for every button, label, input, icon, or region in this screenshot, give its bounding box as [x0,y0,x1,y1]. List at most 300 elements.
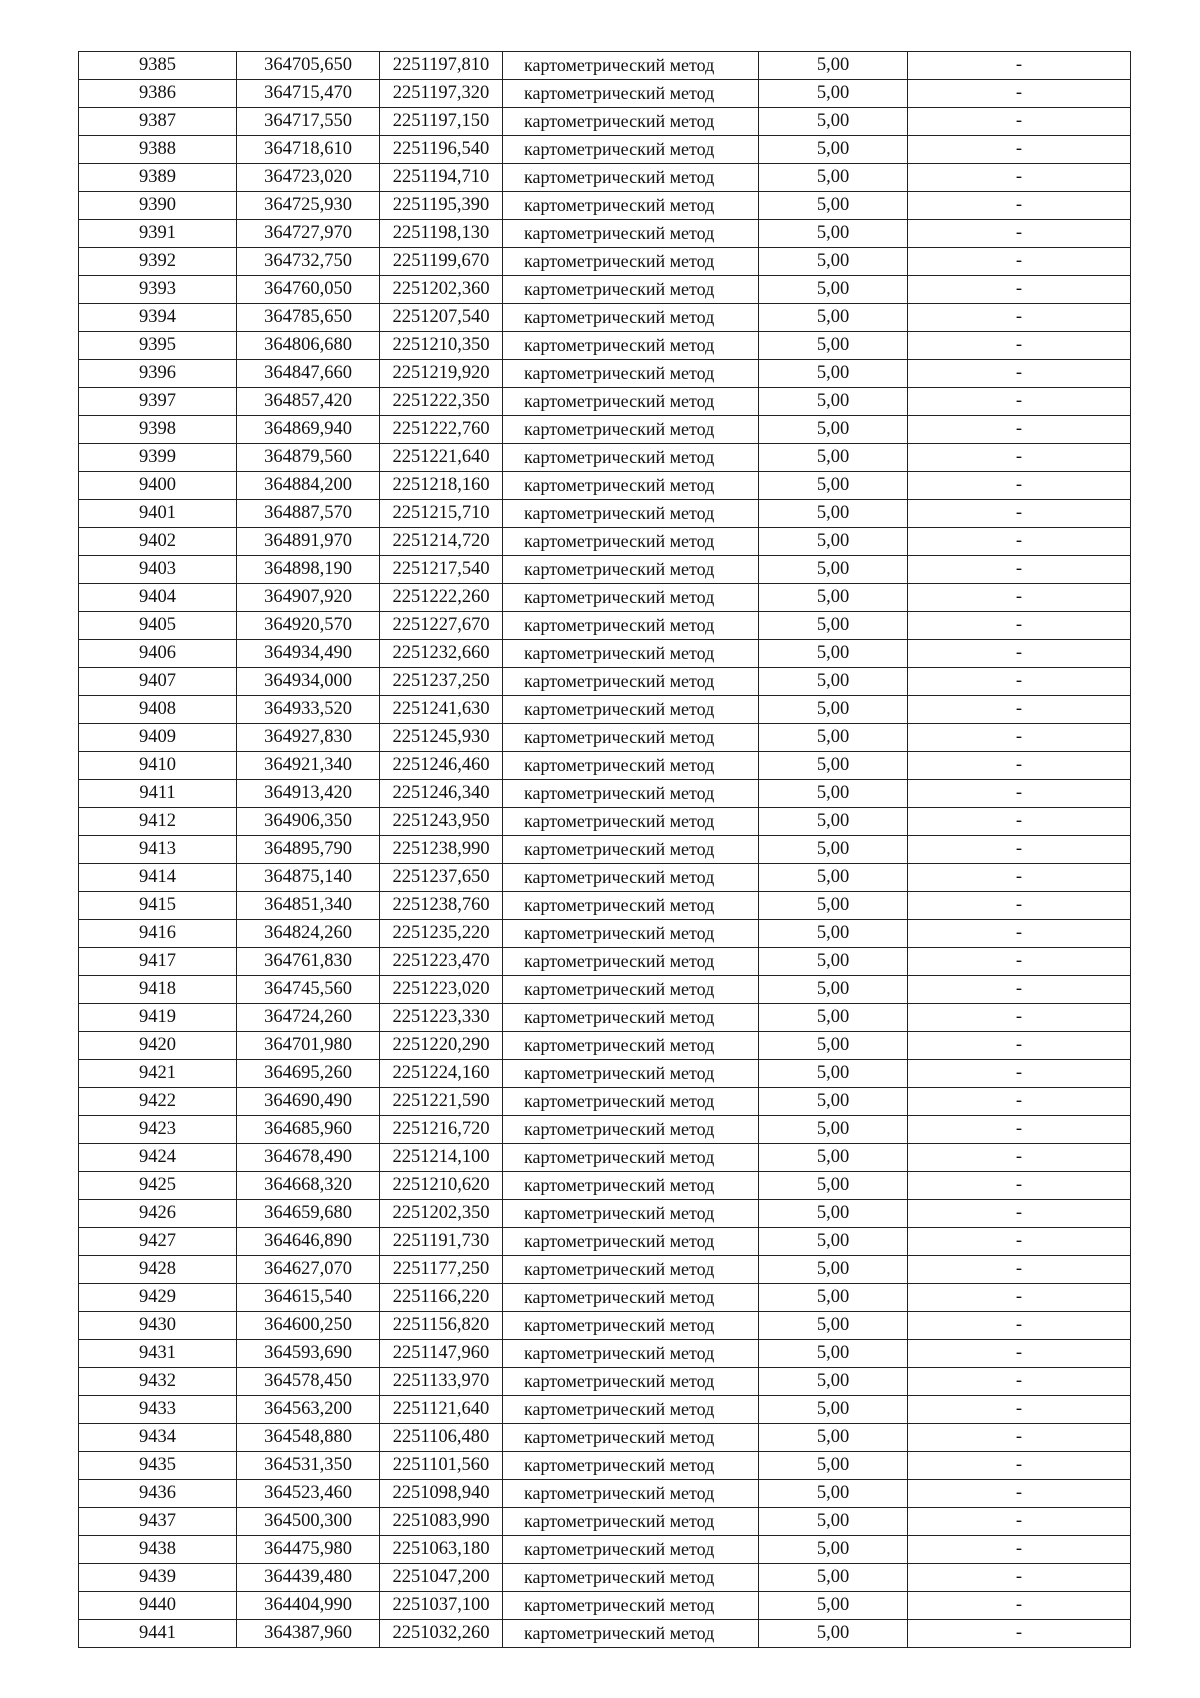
y-coordinate-cell: 2251232,660 [380,640,503,668]
x-coordinate-cell: 364387,960 [237,1620,380,1648]
table-row [79,612,1131,640]
accuracy-cell: 5,00 [759,724,908,752]
accuracy-cell: 5,00 [759,836,908,864]
method-cell: картометрический метод [503,864,759,892]
accuracy-cell: 5,00 [759,276,908,304]
accuracy-cell: 5,00 [759,1536,908,1564]
method-cell: картометрический метод [503,808,759,836]
accuracy-cell: 5,00 [759,1564,908,1592]
y-coordinate-cell: 2251191,730 [380,1228,503,1256]
note-cell: - [908,52,1131,80]
table-row [79,724,1131,752]
y-coordinate-cell: 2251177,250 [380,1256,503,1284]
table-row [79,360,1131,388]
note-cell: - [908,164,1131,192]
note-cell: - [908,1536,1131,1564]
method-cell: картометрический метод [503,1256,759,1284]
x-coordinate-cell: 364475,980 [237,1536,380,1564]
y-coordinate-cell: 2251246,340 [380,780,503,808]
table-row [79,416,1131,444]
note-cell: - [908,752,1131,780]
x-coordinate-cell: 364913,420 [237,780,380,808]
table-row [79,1424,1131,1452]
method-cell: картометрический метод [503,248,759,276]
x-coordinate-cell: 364933,520 [237,696,380,724]
x-coordinate-cell: 364725,930 [237,192,380,220]
note-cell: - [908,1452,1131,1480]
method-cell: картометрический метод [503,1228,759,1256]
x-coordinate-cell: 364724,260 [237,1004,380,1032]
point-number-cell: 9433 [79,1396,237,1424]
accuracy-cell: 5,00 [759,920,908,948]
method-cell: картометрический метод [503,976,759,1004]
table-row [79,52,1131,80]
note-cell: - [908,1284,1131,1312]
x-coordinate-cell: 364895,790 [237,836,380,864]
y-coordinate-cell: 2251032,260 [380,1620,503,1648]
note-cell: - [908,640,1131,668]
method-cell: картометрический метод [503,696,759,724]
accuracy-cell: 5,00 [759,640,908,668]
x-coordinate-cell: 364934,000 [237,668,380,696]
point-number-cell: 9417 [79,948,237,976]
y-coordinate-cell: 2251202,350 [380,1200,503,1228]
point-number-cell: 9397 [79,388,237,416]
note-cell: - [908,1060,1131,1088]
method-cell: картометрический метод [503,164,759,192]
table-row [79,1620,1131,1648]
y-coordinate-cell: 2251214,100 [380,1144,503,1172]
table-row [79,80,1131,108]
table-row [79,1312,1131,1340]
method-cell: картометрический метод [503,192,759,220]
accuracy-cell: 5,00 [759,472,908,500]
x-coordinate-cell: 364690,490 [237,1088,380,1116]
x-coordinate-cell: 364717,550 [237,108,380,136]
accuracy-cell: 5,00 [759,584,908,612]
x-coordinate-cell: 364907,920 [237,584,380,612]
x-coordinate-cell: 364898,190 [237,556,380,584]
accuracy-cell: 5,00 [759,1592,908,1620]
method-cell: картометрический метод [503,1088,759,1116]
method-cell: картометрический метод [503,472,759,500]
note-cell: - [908,332,1131,360]
accuracy-cell: 5,00 [759,500,908,528]
y-coordinate-cell: 2251083,990 [380,1508,503,1536]
x-coordinate-cell: 364761,830 [237,948,380,976]
x-coordinate-cell: 364705,650 [237,52,380,80]
note-cell: - [908,192,1131,220]
table-row [79,1592,1131,1620]
accuracy-cell: 5,00 [759,1144,908,1172]
accuracy-cell: 5,00 [759,1480,908,1508]
table-row [79,1452,1131,1480]
note-cell: - [908,556,1131,584]
table-row [79,864,1131,892]
note-cell: - [908,388,1131,416]
note-cell: - [908,1480,1131,1508]
point-number-cell: 9424 [79,1144,237,1172]
note-cell: - [908,1088,1131,1116]
y-coordinate-cell: 2251047,200 [380,1564,503,1592]
method-cell: картометрический метод [503,220,759,248]
x-coordinate-cell: 364678,490 [237,1144,380,1172]
point-number-cell: 9390 [79,192,237,220]
method-cell: картометрический метод [503,136,759,164]
y-coordinate-cell: 2251238,990 [380,836,503,864]
note-cell: - [908,248,1131,276]
table-row [79,528,1131,556]
accuracy-cell: 5,00 [759,80,908,108]
note-cell: - [908,920,1131,948]
method-cell: картометрический метод [503,1144,759,1172]
point-number-cell: 9440 [79,1592,237,1620]
y-coordinate-cell: 2251210,620 [380,1172,503,1200]
x-coordinate-cell: 364760,050 [237,276,380,304]
table-row [79,1480,1131,1508]
accuracy-cell: 5,00 [759,1424,908,1452]
point-number-cell: 9421 [79,1060,237,1088]
note-cell: - [908,724,1131,752]
table-row [79,304,1131,332]
note-cell: - [908,836,1131,864]
point-number-cell: 9441 [79,1620,237,1648]
y-coordinate-cell: 2251220,290 [380,1032,503,1060]
x-coordinate-cell: 364718,610 [237,136,380,164]
y-coordinate-cell: 2251207,540 [380,304,503,332]
table-row [79,948,1131,976]
method-cell: картометрический метод [503,1592,759,1620]
x-coordinate-cell: 364727,970 [237,220,380,248]
note-cell: - [908,220,1131,248]
x-coordinate-cell: 364600,250 [237,1312,380,1340]
table-row [79,1200,1131,1228]
point-number-cell: 9402 [79,528,237,556]
table-row [79,276,1131,304]
x-coordinate-cell: 364732,750 [237,248,380,276]
point-number-cell: 9403 [79,556,237,584]
accuracy-cell: 5,00 [759,1620,908,1648]
coordinates-table [78,51,1131,1648]
note-cell: - [908,1144,1131,1172]
point-number-cell: 9385 [79,52,237,80]
accuracy-cell: 5,00 [759,612,908,640]
table-row [79,1116,1131,1144]
note-cell: - [908,1172,1131,1200]
method-cell: картометрический метод [503,948,759,976]
accuracy-cell: 5,00 [759,444,908,472]
x-coordinate-cell: 364875,140 [237,864,380,892]
point-number-cell: 9388 [79,136,237,164]
table-row [79,220,1131,248]
table-row [79,976,1131,1004]
x-coordinate-cell: 364851,340 [237,892,380,920]
method-cell: картометрический метод [503,1508,759,1536]
table-row [79,920,1131,948]
table-row [79,1172,1131,1200]
x-coordinate-cell: 364921,340 [237,752,380,780]
y-coordinate-cell: 2251243,950 [380,808,503,836]
point-number-cell: 9394 [79,304,237,332]
table-row [79,1228,1131,1256]
note-cell: - [908,1256,1131,1284]
point-number-cell: 9436 [79,1480,237,1508]
table-row [79,1088,1131,1116]
note-cell: - [908,808,1131,836]
note-cell: - [908,780,1131,808]
point-number-cell: 9392 [79,248,237,276]
table-row [79,640,1131,668]
point-number-cell: 9411 [79,780,237,808]
method-cell: картометрический метод [503,752,759,780]
method-cell: картометрический метод [503,836,759,864]
accuracy-cell: 5,00 [759,192,908,220]
accuracy-cell: 5,00 [759,976,908,1004]
method-cell: картометрический метод [503,1200,759,1228]
accuracy-cell: 5,00 [759,780,908,808]
accuracy-cell: 5,00 [759,696,908,724]
point-number-cell: 9387 [79,108,237,136]
x-coordinate-cell: 364563,200 [237,1396,380,1424]
accuracy-cell: 5,00 [759,220,908,248]
note-cell: - [908,696,1131,724]
method-cell: картометрический метод [503,108,759,136]
point-number-cell: 9393 [79,276,237,304]
y-coordinate-cell: 2251156,820 [380,1312,503,1340]
y-coordinate-cell: 2251223,020 [380,976,503,1004]
accuracy-cell: 5,00 [759,1368,908,1396]
accuracy-cell: 5,00 [759,808,908,836]
y-coordinate-cell: 2251237,650 [380,864,503,892]
note-cell: - [908,1592,1131,1620]
table-row [79,752,1131,780]
point-number-cell: 9420 [79,1032,237,1060]
x-coordinate-cell: 364879,560 [237,444,380,472]
y-coordinate-cell: 2251199,670 [380,248,503,276]
x-coordinate-cell: 364847,660 [237,360,380,388]
note-cell: - [908,612,1131,640]
note-cell: - [908,416,1131,444]
table-row [79,192,1131,220]
table-row [79,1396,1131,1424]
method-cell: картометрический метод [503,500,759,528]
method-cell: картометрический метод [503,1564,759,1592]
accuracy-cell: 5,00 [759,1200,908,1228]
accuracy-cell: 5,00 [759,1312,908,1340]
x-coordinate-cell: 364824,260 [237,920,380,948]
note-cell: - [908,136,1131,164]
point-number-cell: 9413 [79,836,237,864]
point-number-cell: 9410 [79,752,237,780]
point-number-cell: 9434 [79,1424,237,1452]
table-row [79,1284,1131,1312]
accuracy-cell: 5,00 [759,1060,908,1088]
accuracy-cell: 5,00 [759,1032,908,1060]
y-coordinate-cell: 2251037,100 [380,1592,503,1620]
note-cell: - [908,472,1131,500]
accuracy-cell: 5,00 [759,1172,908,1200]
point-number-cell: 9408 [79,696,237,724]
y-coordinate-cell: 2251197,320 [380,80,503,108]
y-coordinate-cell: 2251223,330 [380,1004,503,1032]
point-number-cell: 9435 [79,1452,237,1480]
method-cell: картометрический метод [503,1368,759,1396]
y-coordinate-cell: 2251227,670 [380,612,503,640]
point-number-cell: 9398 [79,416,237,444]
x-coordinate-cell: 364548,880 [237,1424,380,1452]
accuracy-cell: 5,00 [759,304,908,332]
method-cell: картометрический метод [503,1116,759,1144]
y-coordinate-cell: 2251216,720 [380,1116,503,1144]
method-cell: картометрический метод [503,1284,759,1312]
table-row [79,1060,1131,1088]
note-cell: - [908,108,1131,136]
point-number-cell: 9432 [79,1368,237,1396]
table-row [79,248,1131,276]
point-number-cell: 9399 [79,444,237,472]
table-row [79,1536,1131,1564]
point-number-cell: 9423 [79,1116,237,1144]
accuracy-cell: 5,00 [759,1340,908,1368]
point-number-cell: 9415 [79,892,237,920]
method-cell: картометрический метод [503,668,759,696]
note-cell: - [908,1312,1131,1340]
x-coordinate-cell: 364685,960 [237,1116,380,1144]
point-number-cell: 9396 [79,360,237,388]
method-cell: картометрический метод [503,612,759,640]
accuracy-cell: 5,00 [759,1396,908,1424]
point-number-cell: 9416 [79,920,237,948]
method-cell: картометрический метод [503,1424,759,1452]
y-coordinate-cell: 2251133,970 [380,1368,503,1396]
x-coordinate-cell: 364615,540 [237,1284,380,1312]
accuracy-cell: 5,00 [759,1088,908,1116]
method-cell: картометрический метод [503,332,759,360]
accuracy-cell: 5,00 [759,416,908,444]
point-number-cell: 9386 [79,80,237,108]
y-coordinate-cell: 2251222,760 [380,416,503,444]
table-row [79,164,1131,192]
x-coordinate-cell: 364920,570 [237,612,380,640]
method-cell: картометрический метод [503,1452,759,1480]
point-number-cell: 9406 [79,640,237,668]
note-cell: - [908,444,1131,472]
x-coordinate-cell: 364785,650 [237,304,380,332]
x-coordinate-cell: 364646,890 [237,1228,380,1256]
point-number-cell: 9401 [79,500,237,528]
method-cell: картометрический метод [503,1060,759,1088]
method-cell: картометрический метод [503,444,759,472]
table-row [79,1564,1131,1592]
method-cell: картометрический метод [503,724,759,752]
point-number-cell: 9405 [79,612,237,640]
table-row [79,1144,1131,1172]
point-number-cell: 9429 [79,1284,237,1312]
y-coordinate-cell: 2251197,150 [380,108,503,136]
accuracy-cell: 5,00 [759,864,908,892]
coordinates-table-body [79,52,1131,1648]
table-row [79,136,1131,164]
note-cell: - [908,276,1131,304]
table-row [79,584,1131,612]
note-cell: - [908,1004,1131,1032]
x-coordinate-cell: 364927,830 [237,724,380,752]
table-row [79,1256,1131,1284]
method-cell: картометрический метод [503,584,759,612]
y-coordinate-cell: 2251221,640 [380,444,503,472]
y-coordinate-cell: 2251223,470 [380,948,503,976]
note-cell: - [908,1396,1131,1424]
table-row [79,444,1131,472]
point-number-cell: 9428 [79,1256,237,1284]
accuracy-cell: 5,00 [759,136,908,164]
accuracy-cell: 5,00 [759,1508,908,1536]
table-row [79,332,1131,360]
table-row [79,1340,1131,1368]
note-cell: - [908,304,1131,332]
note-cell: - [908,1620,1131,1648]
accuracy-cell: 5,00 [759,1256,908,1284]
method-cell: картометрический метод [503,1620,759,1648]
note-cell: - [908,528,1131,556]
y-coordinate-cell: 2251195,390 [380,192,503,220]
note-cell: - [908,500,1131,528]
table-row [79,1032,1131,1060]
accuracy-cell: 5,00 [759,668,908,696]
table-row [79,1004,1131,1032]
method-cell: картометрический метод [503,304,759,332]
accuracy-cell: 5,00 [759,52,908,80]
y-coordinate-cell: 2251245,930 [380,724,503,752]
point-number-cell: 9419 [79,1004,237,1032]
x-coordinate-cell: 364715,470 [237,80,380,108]
method-cell: картометрический метод [503,1032,759,1060]
point-number-cell: 9400 [79,472,237,500]
accuracy-cell: 5,00 [759,332,908,360]
accuracy-cell: 5,00 [759,892,908,920]
x-coordinate-cell: 364668,320 [237,1172,380,1200]
table-row [79,500,1131,528]
table-row [79,696,1131,724]
y-coordinate-cell: 2251222,260 [380,584,503,612]
y-coordinate-cell: 2251235,220 [380,920,503,948]
y-coordinate-cell: 2251237,250 [380,668,503,696]
y-coordinate-cell: 2251215,710 [380,500,503,528]
point-number-cell: 9418 [79,976,237,1004]
method-cell: картометрический метод [503,1396,759,1424]
y-coordinate-cell: 2251197,810 [380,52,503,80]
x-coordinate-cell: 364857,420 [237,388,380,416]
point-number-cell: 9407 [79,668,237,696]
method-cell: картометрический метод [503,52,759,80]
x-coordinate-cell: 364578,450 [237,1368,380,1396]
note-cell: - [908,1228,1131,1256]
point-number-cell: 9431 [79,1340,237,1368]
accuracy-cell: 5,00 [759,556,908,584]
y-coordinate-cell: 2251224,160 [380,1060,503,1088]
accuracy-cell: 5,00 [759,388,908,416]
table-row [79,556,1131,584]
point-number-cell: 9426 [79,1200,237,1228]
x-coordinate-cell: 364659,680 [237,1200,380,1228]
y-coordinate-cell: 2251214,720 [380,528,503,556]
method-cell: картометрический метод [503,416,759,444]
x-coordinate-cell: 364695,260 [237,1060,380,1088]
table-row [79,780,1131,808]
note-cell: - [908,1116,1131,1144]
x-coordinate-cell: 364523,460 [237,1480,380,1508]
x-coordinate-cell: 364745,560 [237,976,380,1004]
